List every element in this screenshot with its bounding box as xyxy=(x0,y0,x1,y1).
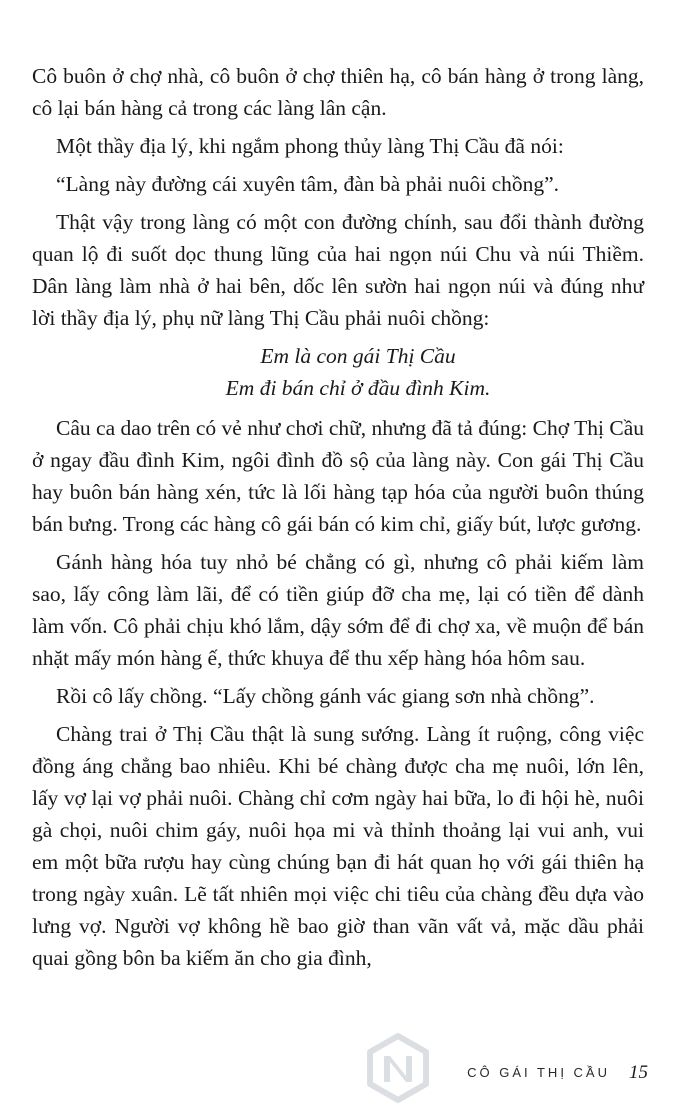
paragraph: Rồi cô lấy chồng. “Lấy chồng gánh vác giang sơn nhà chồng”. xyxy=(56,684,595,708)
page-number: 15 xyxy=(629,1062,648,1083)
poem-line: Em đi bán chỉ ở đầu đình Kim. xyxy=(225,376,491,400)
poem xyxy=(32,340,644,404)
paragraph: Câu ca dao trên có vẻ như chơi chữ, nhưng đã tả đúng: Chợ Thị Cầu ở ngay đầu đình Kim, ngôi đình đồ sộ của làng này. Con gái Thị Cầu hay buôn bán hàng xén, tức là lối hàng tạp hóa của người buôn thúng bán bưng. Trong các hàng cô gái bán có kim chỉ, giấy bút, lược gương. xyxy=(32,416,644,536)
body-text xyxy=(32,60,644,980)
paragraph: Cô buôn ở chợ nhà, cô buôn ở chợ thiên hạ, cô bán hàng ở trong làng, cô lại bán hàng cả trong các làng lân cận. xyxy=(32,64,644,120)
poem-line: Em là con gái Thị Cầu xyxy=(260,344,456,368)
paragraph: Thật vậy trong làng có một con đường chính, sau đổi thành đường quan lộ đi suốt dọc thung lũng của hai ngọn núi Chu và núi Thiềm. Dân làng làm nhà ở hai bên, dốc lên sườn hai ngọn núi và đúng như lời thầy địa lý, phụ nữ làng Thị Cầu phải nuôi chồng: xyxy=(32,210,644,330)
paragraph: Gánh hàng hóa tuy nhỏ bé chẳng có gì, nhưng cô phải kiếm làm sao, lấy công làm lãi, để có tiền giúp đỡ cha mẹ, lại có tiền để dành làm vốn. Cô phải chịu khó lắm, dậy sớm để đi chợ xa, về muộn để bán nhặt mấy món hàng ế, thức khuya để thu xếp hàng hóa hôm sau. xyxy=(32,550,644,670)
paragraph: Một thầy địa lý, khi ngắm phong thủy làng Thị Cầu đã nói: xyxy=(56,134,564,158)
paragraph: “Làng này đường cái xuyên tâm, đàn bà phải nuôi chồng”. xyxy=(56,172,560,196)
page-footer xyxy=(0,1063,700,1103)
paragraph: Chàng trai ở Thị Cầu thật là sung sướng. Làng ít ruộng, công việc đồng áng chẳng bao nhiêu. Khi bé chàng được cha mẹ nuôi, lớn lên, lấy vợ lại vợ phải nuôi. Chàng chỉ cơm ngày hai bữa, lo đi hội hè, nuôi gà chọi, nuôi chim gáy, nuôi họa mi và thỉnh thoảng lại vui anh, vui em một bữa rượu hay cùng chúng bạn đi hát quan họ với gái thiên hạ trong ngày xuân. Lẽ tất nhiên mọi việc chi tiêu của chàng đều dựa vào lưng vợ. Người vợ không hề bao giờ than vãn vất vả, mặc dầu phải quai gồng bôn ba kiếm ăn cho gia đình, xyxy=(32,722,644,970)
running-head: CÔ GÁI THỊ CẦU xyxy=(467,1065,610,1080)
